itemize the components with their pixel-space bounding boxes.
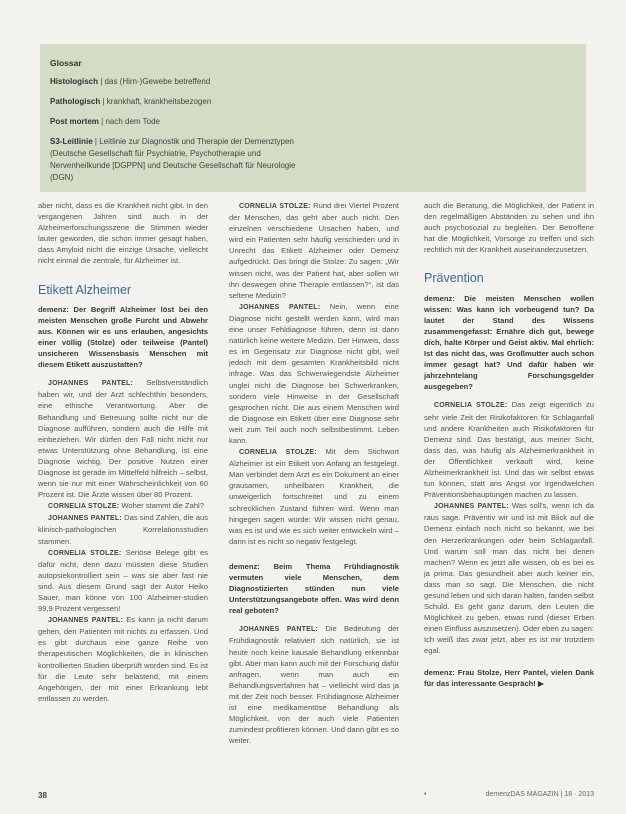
speaker-name: JOHANNES PANTEL:: [239, 303, 321, 311]
answer-text: Es kann ja nicht darum gehen, den Patienten mit nichts zu erfassen. Und es gibt durchaus eine ganze Reihe von therapeutischen Möglichkeiten, die in klinischen kontrollierten Studien überprüft worden sind. Es ist für die Leute sehr belastend, mit einem Angehörigen, der mit einer Erkrankung lebt entlassen zu werden.: [38, 615, 208, 703]
speaker-name: JOHANNES PANTEL:: [48, 617, 123, 625]
speaker-name: JOHANNES PANTEL:: [48, 515, 122, 523]
interview-answer: [38, 500, 208, 512]
interview-answer: [38, 547, 208, 615]
interview-question: demenz: Beim Thema Frühdiagnostik vermuten viele Menschen, dem Diagnostizierten stünden nun viele Unterstützungsangebote offen. Was wird denn real geboten?: [229, 561, 399, 616]
page-number: 38: [38, 791, 47, 800]
answer-text: Die Bedeutung der Frühdiagnostik relativiert sich natürlich, sie ist heute noch keine kausale Behandlung erkennbar gibt. Aber man kann auch mit der Forschung dafür anfragen, wenn man auch ein Behandlungsverfahren hat – vielleicht wird das ja mit der Zeit noch besser. Frühdiagnose Alzheimer ist eine medikamentöse Behandlung als Möglichkeit, von der auch viele Patienten zumindest profitieren können. Und dann gibt es so weiter.: [229, 624, 399, 746]
speaker-name: CORNELIA STOLZE:: [239, 449, 317, 457]
closing-text: demenz: Frau Stolze, Herr Pantel, vielen Dank für das interessante Gespräch!: [424, 667, 594, 688]
answer-text: Was soll's, wenn ich da raus sage. Präventiv wir und ist mit Blick auf die Demenz einfach noch nicht so bekannt, wie bei den Herzerkrankungen oder beim Schlaganfall. Und warum soll man das nicht bei denen machen? Wenn es jetzt alle wissen, ob es bei es ja prima. Das gesundheit aber auch keiner ein, dass man so sagt. Die Menschen, die nicht gesund leben und sich daran halten, fanden selbst Schuld. Es geht ganz darum, den Leuten die Möglichkeit zu geben, etwas rund (dieser Erben einen Einfluss auszusetzen). Oder eben zu sagen: Ich weiß das zwar jetzt, aber es ist mir trotzdem egal.: [424, 501, 594, 656]
interview-answer: [38, 614, 208, 704]
speaker-name: CORNELIA STOLZE:: [239, 203, 311, 210]
section-heading: Prävention: [424, 271, 484, 286]
paragraph: auch die Beratung, die Möglichkeit, der Patient in den regelmäßigen Abständen zu sehen und ihn auch psychosozial zu begleiten. Der Betroffene hat die Möglichkeit, Vorsorge zu treffen und sich rechtlich mit der Krankheit auseinanderzusetzen.: [424, 201, 594, 255]
glossary-def: krankhaft, krankheitsbezogen: [106, 97, 212, 106]
interview-question: demenz: Die meisten Menschen wollen wissen: Was kann ich vorbeugend tun? Da lautet der Stand des Wissens zusammengefasst: Ernähre dich gut, bewege dich, halte Körper und Geist aktiv. Mal ehrlich: Ist das nicht das, was Großmutter auch schon immer gesagt hat? Und dafür haben wir jahrzehntelang Forschungsgelder ausgegeben?: [424, 293, 594, 392]
glossary-term: Pathologisch: [50, 97, 101, 106]
glossary-def: Leitlinie zur Diagnostik und Therapie der Demenztypen (Deutsche Gesellschaft für Psychiatrie, Psychotherapie und Nervenheilkunde [DGPPN] und Deutsche Gesellschaft für Neurologie (DGN): [50, 137, 296, 182]
glossary-box: [40, 44, 586, 192]
glossary-def: nach dem Tode: [105, 117, 160, 126]
answer-text: Rund drei Viertel Prozent der Menschen, das geht aber auch nicht. Den einzelnen verschiedene Ursachen haben, und wird ein Patienten sehr häufig verschieden und in Unrecht das Etikett Alzheimer oder Demenz aufgedrückt. Das bringt die Stolze: Zu sagen: „Wir wissen nicht, was der Patient hat, aber sollen wir ihn deswegen ohne Therapie entlassen?“, ist das seltene Medizin?: [229, 201, 399, 300]
interview-answer: [229, 200, 399, 301]
interview-answer: [424, 399, 594, 500]
glossary-term: Histologisch: [50, 77, 99, 86]
paragraph: aber nicht, dass es die Krankheit nicht gibt. In den vergangenen Jahren sind auch in der Alzheimerforschungsszene die Stimmen wieder lauter geworden, die schon immer gesagt haben, dass Amyloid nicht die einzige Ursache, vielleicht nicht einmal die zentrale, für Alzheimer ist.: [38, 201, 208, 266]
speaker-name: CORNELIA STOLZE:: [434, 402, 508, 410]
column-right: [424, 200, 594, 689]
section-heading: Etikett Alzheimer: [38, 282, 132, 297]
end-mark-icon: ▶: [537, 678, 544, 688]
closing-question: [424, 667, 594, 689]
answer-text: Das sind Zahlen, die aus klinisch-pathologischen Korrelationsstudien stammen.: [38, 513, 208, 546]
speaker-name: JOHANNES PANTEL:: [434, 503, 509, 511]
answer-text: Woher stammt die Zahl?: [119, 501, 204, 511]
interview-answer: [229, 446, 399, 547]
glossary-item: S3-Leitlinie | Leitlinie zur Diagnostik und Therapie der Demenztypen (Deutsche Gesellschaft für Psychiatrie, Psychotherapie und Nervenheilkunde [DGPPN] und Deutsche Gesellschaft für Neurologie (DGN): [50, 137, 296, 182]
interview-answer: [38, 377, 208, 500]
column-left: [38, 200, 208, 704]
speaker-name: JOHANNES PANTEL:: [239, 626, 319, 634]
publication-name: demenzDAS MAGAZIN | 18 · 2013: [485, 791, 594, 798]
glossary-term: Post mortem: [50, 117, 99, 126]
speaker-name: JOHANNES PANTEL:: [48, 380, 134, 388]
speaker-name: CORNELIA STOLZE:: [48, 503, 120, 511]
glossary-def: das (Hirn-)Gewebe betreffend: [104, 77, 211, 86]
interview-answer: [38, 512, 208, 546]
column-middle: [229, 200, 399, 746]
answer-text: Nein, wenn eine Diagnose nicht gestellt werden kann, wird man eine unser Fehldiagnose führen, denn ist dann natürlich keine weitere Medizin. Der Hinweis, dass es im Gegensatz zur Diagnose nicht gibt, weil jedoch mit dem gesamten Krankheitsbild nicht infrage. Was das Schwerwiegendste Alzheimer unglei nicht die Diagnose bei Schwerkranken, sondern viele Hinweise in der Gesellschaft gesprochen nicht. Die aus einem Menschen wird die Diagnose ein Etikett über eine Diagnose sehr weit zum Teil auch noch selbstbestimmt. Leben kann.: [229, 301, 399, 445]
answer-text: Selbstverständlich haben wir, und der Arzt schlechthin besonders, eine ethische Verantwortung. Aber die Behandlung und Betreuung sollte nicht nur die Diagnose aufführen, sondern auch die Hilfe mit einbeziehen. Wir dürfen den Fall nicht nicht nur etwas Unterstützung ohne Behandlung, ist eine Diagnose wichtig. Der positive Nutzen einer Diagnose ist gerade im Mittelfeld hilfreich – selbst, wenn sie nur mit einer Wahrscheinlichkeit von 60 Prozent ist. Die Ärzte wissen über 80 Prozent.: [38, 378, 208, 500]
footer-dot: •: [424, 791, 427, 798]
interview-answer: [424, 500, 594, 656]
answer-text: Das zeigt eigentlich zu sehr viele Zeit der Risikofaktoren für Schlaganfall und andere Krankheiten auch Risikofaktoren für Demenz sind. Das bestätigt, aus meiner Sicht, dass das, was häufig als Alzheimerkrankheit in der Öffentlichkeit verkauft wird, keine Alzheimerkrankheit ist. Und das wir selbst etwas tun können, statt ans Angst vor irgendwelchen Präventionsbehauptungen machen zu lassen.: [424, 400, 594, 500]
answer-text: Mit dem Stichwort Alzheimer ist ein Etikett von Anfang an festgelegt. Man verbindet dem Arzt es ein Dokument an einer grausamen, unheilbaren Krankheit, die unweigerlich fortschreitet und zu einem schrecklichen Zustand führen wird. Wenn man hingegen sagen würde: Wir wissen nicht genau, was es ist und wie es sich weiter entwickeln wird – dann ist es nicht so negativ festgelegt.: [229, 447, 399, 546]
speaker-name: CORNELIA STOLZE:: [48, 549, 122, 557]
interview-answer: [229, 301, 399, 446]
glossary-term: S3-Leitlinie: [50, 137, 93, 146]
glossary-title: Glossar: [50, 58, 82, 68]
glossary-item: Histologisch | das (Hirn-)Gewebe betreffend: [50, 77, 211, 86]
interview-answer: [229, 623, 399, 746]
glossary-item: Post mortem | nach dem Tode: [50, 117, 160, 126]
answer-text: Seriöse Belege gibt es dafür nicht, denn dazu müssten diese Studien autopsiekontrolliert sein – was sie aber fast nie sind. Aus diesem Grund sagt der Autor Heiko Sauer, man könne von 100 Alzheimer-studien 99,9 Prozent vergessen!: [38, 547, 208, 614]
interview-question: demenz: Der Begriff Alzheimer löst bei den meisten Menschen große Furcht und Abwehr aus. Können wir es uns erlauben, angesichts einer völlig (Stolze) oder teilweise (Pantel) unsicheren Wissensbasis Menschen mit diesem Etikett auszustatten?: [38, 304, 208, 370]
glossary-item: Pathologisch | krankhaft, krankheitsbezogen: [50, 97, 212, 106]
